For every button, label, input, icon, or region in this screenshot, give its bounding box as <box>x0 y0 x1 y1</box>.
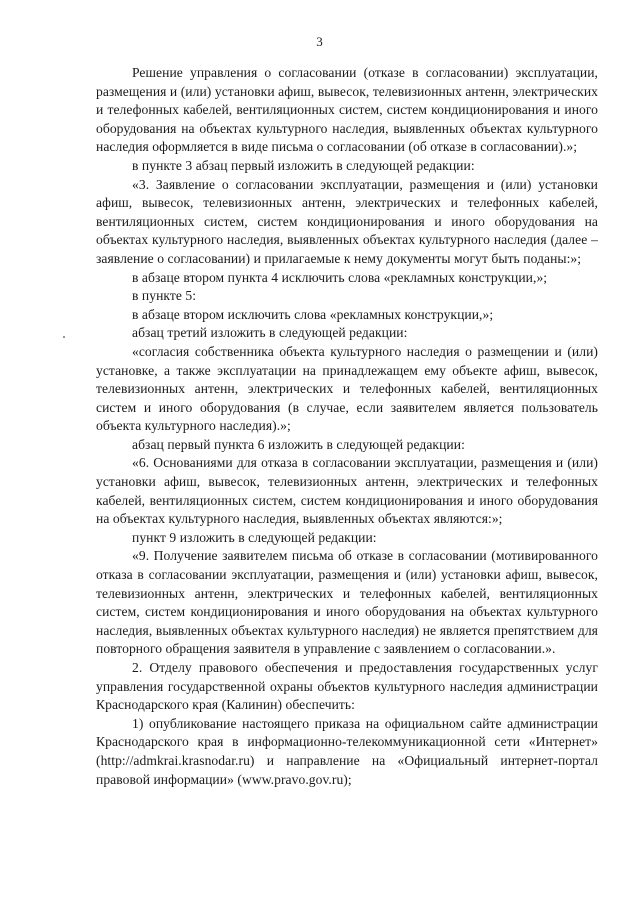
paragraph-item5-heading: в пункте 5: <box>132 288 197 304</box>
paragraph-item5-second: в абзаце втором исключить слова «рекламных конструкции,»; <box>132 306 494 322</box>
paragraph-item4-instruction: в абзаце втором пункта 4 исключить слова «рекламных конструкции,»; <box>132 269 548 285</box>
document-body <box>96 64 598 789</box>
paragraph-item9-text: «9. Получение заявителем письма об отказе в согласовании (мотивированного отказа в согласовании эксплуатации, размещения и (или) установки афиш, вывесок, телевизионных антенн, электрических и телефонных кабелей, вентиляционных систем, систем кондиционирования и иного оборудования на объектах культурного наследия, выявленных объектах культурного наследия) не является препятствием для повторного обращения заявителя в управление с заявлением о согласовании.». <box>96 548 598 657</box>
paragraph-item3-instruction: в пункте 3 абзац первый изложить в следующей редакции: <box>132 157 475 173</box>
paragraph-item6-text: «6. Основаниями для отказа в согласовании эксплуатации, размещения и (или) установки афиш, вывесок, телевизионных антенн, электрических и телефонных кабелей, вентиляционных систем, систем кондиционирования и иного оборудования на объектах культурного наследия, выявленных объектах являются:»; <box>96 455 598 527</box>
paragraph-item5-third-instruction: абзац третий изложить в следующей редакции: <box>132 325 408 341</box>
paragraph-decision-form: Решение управления о согласовании (отказе в согласовании) эксплуатации, размещения и (или) установки афиш, вывесок, телевизионных антенн, электрических и телефонных кабелей, вентиляционных систем, систем кондиционирования и иного оборудования на объектах культурного наследия, выявленных объектах культурного наследия оформляется в виде письма о согласовании (об отказе в согласовании).»; <box>96 65 598 155</box>
page-number: 3 <box>316 34 323 49</box>
paragraph-item6-instruction: абзац первый пункта 6 изложить в следующей редакции: <box>132 436 465 452</box>
paragraph-item3-text: «3. Заявление о согласовании эксплуатации, размещения и (или) установки афиш, вывесок, телевизионных антенн, электрических и телефонных кабелей, вентиляционных систем, систем кондиционирования и иного оборудования на объектах культурного наследия, выявленных объектах культурного наследия (далее – заявление о согласовании) и прилагаемые к нему документы могут быть поданы:»; <box>96 176 598 266</box>
paragraph-section2: 2. Отделу правового обеспечения и предоставления государственных услуг управления государственной охраны объектов культурного наследия администрации Краснодарского края (Калинин) обеспечить: <box>96 660 598 713</box>
paragraph-item9-instruction: пункт 9 изложить в следующей редакции: <box>132 529 377 545</box>
paragraph-section2-item1: 1) опубликование настоящего приказа на официальном сайте администрации Краснодарского края в информационно-телекоммуникационной сети «Интернет» (http://admkrai.krasnodar.ru) и направление на «Официальный интернет-портал правовой информации» (www.pravo.gov.ru); <box>96 715 598 787</box>
paragraph-item5-third-text: «согласия собственника объекта культурного наследия о размещении и (или) установке, а также эксплуатации на принадлежащем ему объекте афиш, вывесок, телевизионных антенн, электрических и телефонных кабелей, вентиляционных систем и иного оборудования (в случае, если заявителем является пользователь объекта культурного наследия).»; <box>96 343 598 434</box>
scan-margin-mark <box>63 336 65 338</box>
